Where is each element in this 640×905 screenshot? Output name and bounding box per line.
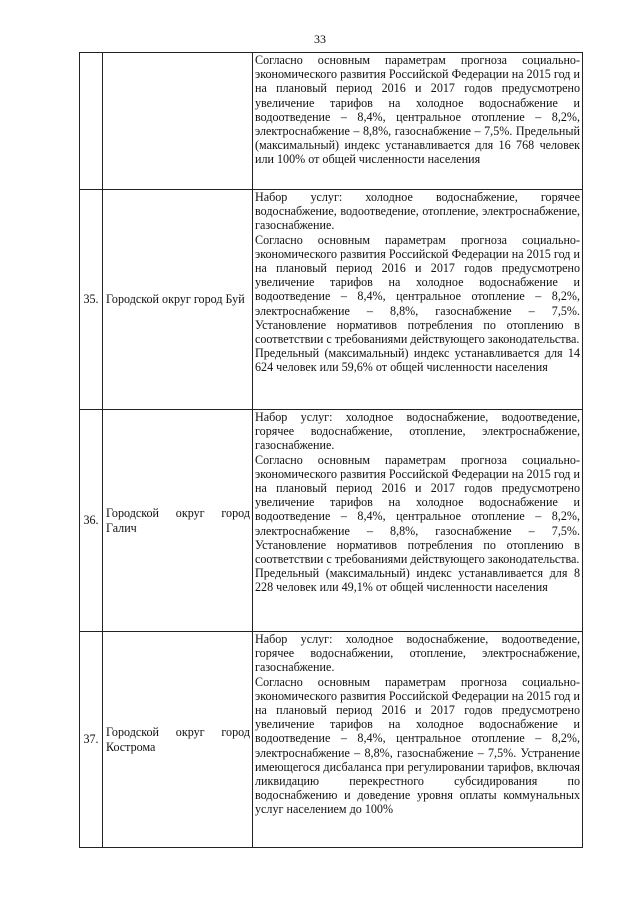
municipality-name: Городской округ город Галич [103,410,253,632]
description-paragraph: Согласно основным параметрам прогноза социально-экономического развития Российской Федерации на 2015 год и на плановый период 2016 и 2017 годов предусмотрено увеличение тарифов на холодное водоснабжение и водоотведение – 8,4%, центральное отопление – 8,2%, электроснабжение – 8,8%, газоснабжение – 7,5%. Устранение имеющегося дисбаланса при регулировании тарифов, включая ликвидацию перекрестного субсидирования по водоснабжению и доведение уровня оплаты коммунальных услуг населением до 100% [255,674,580,817]
description-paragraph: Согласно основным параметрам прогноза социально-экономического развития Российской Федерации на 2015 год и на плановый период 2016 и 2017 годов предусмотрено увеличение тарифов на холодное водоснабжение и водоотведение – 8,4%, центральное отопление – 8,2%, электроснабжение – 8,8%, газоснабжение – 7,5%. Установление нормативов потребления по отоплению в соответствии с требованиями действующего законодательства. [255,452,580,567]
row-number [80,53,103,190]
table-row [80,632,583,848]
description-paragraph: Согласно основным параметрам прогноза социально-экономического развития Российской Федерации на 2015 год и на плановый период 2016 и 2017 годов предусмотрено увеличение тарифов на холодное водоснабжение и водоотведение – 8,4%, центральное отопление – 8,2%, электроснабжение – 8,8%, газоснабжение – 7,5%. Предельный (максимальный) индекс устанавливается для 16 768 человек или 100% от общей численности населения [255,53,580,167]
table-row [80,410,583,632]
description-paragraph: Согласно основным параметрам прогноза социально-экономического развития Российской Федерации на 2015 год и на плановый период 2016 и 2017 годов предусмотрено увеличение тарифов на холодное водоснабжение и водоотведение – 8,4%, центральное отопление – 8,2%, электроснабжение – 8,8%, газоснабжение – 7,5%. Установление нормативов потребления по отоплению в соответствии с требованиями действующего законодательства. [255,232,580,347]
tariff-table [79,52,583,848]
description-paragraph: Набор услуг: холодное водоснабжение, водоотведение, горячее водоснабжение, отопление, электроснабжение, газоснабжение. [255,410,580,453]
row-description [253,410,583,632]
page-number: 33 [314,32,326,46]
row-number: 36. [80,410,103,632]
row-number: 35. [80,190,103,410]
description-paragraph: Предельный (максимальный) индекс устанавливается для 8 228 человек или 49,1% от общей численности населения [255,566,580,595]
row-description [253,632,583,848]
municipality-name: Городской округ город Кострома [103,632,253,848]
table-row [80,190,583,410]
table-row [80,53,583,190]
description-paragraph: Набор услуг: холодное водоснабжение, горячее водоснабжение, водоотведение, отопление, электроснабжение, газоснабжение. [255,190,580,233]
row-number: 37. [80,632,103,848]
description-paragraph: Набор услуг: холодное водоснабжение, водоотведение, горячее водоснабжении, отопление, электроснабжение, газоснабжение. [255,632,580,675]
row-description [253,190,583,410]
row-description [253,53,583,190]
municipality-name: Городской округ город Буй [103,190,253,410]
municipality-name [103,53,253,190]
description-paragraph: Предельный (максимальный) индекс устанавливается для 14 624 человек или 59,6% от общей численности населения [255,346,580,375]
